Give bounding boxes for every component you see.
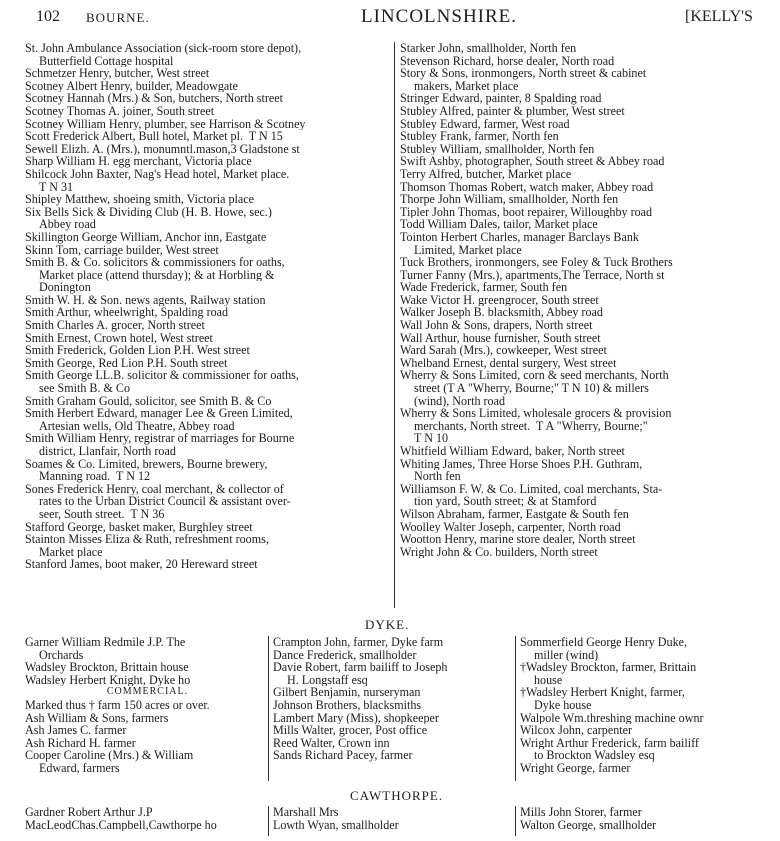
- directory-entry: Terry Alfred, butcher, Market place: [400, 167, 572, 181]
- directory-entry: Wright Arthur Frederick, farm bailiff: [520, 736, 699, 750]
- entry-continuation: makers, Market place: [414, 79, 519, 93]
- directory-entry: COMMERCIAL.: [106, 686, 189, 698]
- entry-continuation: Donington: [39, 281, 91, 294]
- directory-entry: Wall Arthur, house furnisher, South street: [400, 331, 601, 345]
- directory-entry: Smith B. & Co. solicitors & commissioners for oaths,: [25, 256, 285, 269]
- directory-entry: Walton George, smallholder: [520, 818, 657, 832]
- directory-entry: Thorpe John William, smallholder, North fen: [400, 193, 619, 206]
- entry-continuation: merchants, North street. T A "Wherry, Bourne;": [414, 419, 648, 433]
- directory-entry: Skinn Tom, carriage builder, West street: [25, 243, 219, 257]
- directory-entry: Wright George, farmer: [520, 761, 631, 775]
- entry-continuation: rates to the Urban District Council & assistant over-: [39, 495, 291, 508]
- directory-entry: †Wadsley Brockton, farmer, Brittain: [520, 661, 697, 674]
- directory-entry: †Wadsley Herbert Knight, farmer,: [520, 686, 685, 699]
- directory-entry: Ward Sarah (Mrs.), cowkeeper, West street: [400, 344, 607, 357]
- directory-entry: Wilson Abraham, farmer, Eastgate & South fen: [400, 507, 629, 521]
- directory-entry: Stubley Edward, farmer, West road: [400, 117, 570, 131]
- directory-entry: Walpole Wm.threshing machine ownr: [520, 711, 704, 725]
- directory-entry: Stubley Alfred, painter & plumber, West street: [400, 104, 625, 118]
- entry-continuation: house: [534, 673, 563, 687]
- directory-entry: Swift Ashby, photographer, South street & Abbey road: [400, 155, 665, 168]
- directory-entry: Johnson Brothers, blacksmiths: [273, 698, 422, 712]
- directory-entry: Smith Arthur, wheelwright, Spalding road: [25, 306, 229, 320]
- directory-entry: Wall John & Sons, drapers, North street: [400, 319, 593, 332]
- dyke-column-3: [520, 636, 776, 775]
- directory-entry: Marshall Mrs: [273, 806, 339, 819]
- directory-entry: Gardner Robert Arthur J.P: [25, 806, 153, 819]
- cawthorpe-heading: CAWTHORPE.: [350, 788, 444, 803]
- column-divider: [268, 636, 269, 781]
- directory-entry: Ash Richard H. farmer: [25, 736, 136, 750]
- entry-continuation: Limited, Market place: [414, 243, 522, 257]
- directory-entry: Sewell Elizh. A. (Mrs.), monumntl.mason,3 Gladstone st: [25, 142, 300, 156]
- entry-continuation: Edward, farmers: [39, 761, 120, 775]
- directory-entry: Sands Richard Pacey, farmer: [273, 749, 413, 762]
- directory-entry: Smith Charles A. grocer, North street: [25, 319, 205, 332]
- directory-entry: Wilcox John, carpenter: [520, 724, 633, 737]
- directory-entry: Smith George LL.B. solicitor & commissioner for oaths,: [25, 369, 299, 383]
- directory-entry: Sones Frederick Henry, coal merchant, & collector of: [25, 482, 284, 496]
- directory-entry: Stubley Frank, farmer, North fen: [400, 130, 559, 143]
- directory-entry: Shilcock John Baxter, Nag's Head hotel, Market place.: [25, 167, 290, 181]
- directory-entry: Stainton Misses Eliza & Ruth, refreshment rooms,: [25, 533, 269, 546]
- directory-entry: Thomson Thomas Robert, watch maker, Abbey road: [400, 180, 654, 194]
- page-header: [36, 6, 780, 32]
- directory-entry: Stubley William, smallholder, North fen: [400, 142, 595, 156]
- directory-entry: Soames & Co. Limited, brewers, Bourne brewery,: [25, 457, 268, 471]
- directory-entry: Wadsley Herbert Knight, Dyke ho: [25, 673, 191, 687]
- directory-entry: Whelband Ernest, dental surgery, West street: [400, 356, 617, 370]
- directory-entry: Shipley Matthew, shoeing smith, Victoria place: [25, 193, 255, 206]
- cawthorpe-column-2: [273, 806, 513, 831]
- entry-continuation: Manning road. T N 12: [39, 470, 151, 483]
- column-divider: [515, 636, 516, 781]
- entry-continuation: to Brockton Wadsley esq: [534, 749, 655, 762]
- directory-entry: Scotney Hannah (Mrs.) & Son, butchers, North street: [25, 92, 283, 105]
- directory-entry: Smith Graham Gould, solicitor, see Smith B. & Co: [25, 394, 272, 408]
- entry-continuation: Market place (attend thursday); & at Horbling &: [39, 268, 275, 282]
- directory-entry: Stanford James, boot maker, 20 Hereward street: [25, 558, 258, 571]
- entry-continuation: street (T A "Wherry, Bourne;" T N 10) & millers: [414, 382, 649, 395]
- directory-entry: Stevenson Richard, horse dealer, North road: [400, 54, 615, 68]
- column-divider: [515, 806, 516, 836]
- directory-entry: Todd William Dales, tailor, Market place: [400, 218, 598, 231]
- entry-continuation: T N 10: [414, 432, 449, 445]
- entry-continuation: see Smith B. & Co: [39, 382, 131, 395]
- directory-entry: Cooper Caroline (Mrs.) & William: [25, 749, 194, 762]
- directory-entry: Whiting James, Three Horse Shoes P.H. Guthram,: [400, 457, 643, 471]
- directory-entry: Ash James C. farmer: [25, 724, 127, 737]
- page-number: 102: [36, 8, 60, 25]
- entry-continuation: Abbey road: [39, 218, 96, 231]
- directory-entry: Scott Frederick Albert, Bull hotel, Market pl. T N 15: [25, 130, 283, 143]
- directory-entry: Smith Frederick, Golden Lion P.H. West street: [25, 344, 250, 357]
- directory-entry: Wake Victor H. greengrocer, South street: [400, 293, 599, 307]
- directory-entry: Wadsley Brockton, Brittain house: [25, 661, 189, 674]
- directory-entry: St. John Ambulance Association (sick-room store depot),: [25, 42, 302, 55]
- directory-entry: Wright John & Co. builders, North street: [400, 545, 598, 559]
- directory-entry: Davie Robert, farm bailiff to Joseph: [273, 661, 448, 674]
- entry-continuation: Dyke house: [534, 698, 592, 712]
- directory-entry: Mills John Storer, farmer: [520, 806, 642, 819]
- directory-entry: Crampton John, farmer, Dyke farm: [273, 636, 444, 649]
- cawthorpe-column-1: [25, 806, 270, 831]
- dyke-column-1: [25, 636, 270, 775]
- entry-continuation: tion yard, South street; & at Stamford: [414, 495, 597, 508]
- dyke-column-2: [273, 636, 513, 762]
- directory-entry: Starker John, smallholder, North fen: [400, 42, 577, 55]
- entry-continuation: T N 31: [39, 180, 74, 194]
- directory-entry: Wherry & Sons Limited, wholesale grocers & provision: [400, 407, 672, 420]
- entry-continuation: Artesian wells, Old Theatre, Abbey road: [39, 419, 235, 433]
- directory-entry: Scotney Thomas A. joiner, South street: [25, 104, 215, 118]
- publisher-mark: [KELLY'S: [685, 8, 753, 25]
- directory-entry: MacLeodChas.Campbell,Cawthorpe ho: [25, 818, 217, 832]
- directory-entry: Mills Walter, grocer, Post office: [273, 724, 428, 737]
- directory-entry: Dance Frederick, smallholder: [273, 648, 417, 662]
- town-name: BOURNE.: [86, 10, 150, 25]
- bourne-column-left: [25, 42, 390, 571]
- directory-entry: Williamson F. W. & Co. Limited, coal merchants, Sta-: [400, 482, 663, 496]
- directory-entry: Smith Ernest, Crown hotel, West street: [25, 331, 213, 345]
- directory-entry: Stafford George, basket maker, Burghley street: [25, 520, 253, 534]
- directory-entry: Smith George, Red Lion P.H. South street: [25, 356, 228, 370]
- column-divider: [394, 42, 395, 608]
- entry-continuation: district, Llanfair, North road: [39, 445, 176, 458]
- directory-entry: Tointon Herbert Charles, manager Barclays Bank: [400, 230, 639, 244]
- directory-entry: Stringer Edward, painter, 8 Spalding road: [400, 92, 602, 105]
- directory-entry: Smith Herbert Edward, manager Lee & Green Limited,: [25, 407, 293, 420]
- entry-continuation: seer, South street. T N 36: [39, 507, 165, 521]
- directory-entry: Wade Frederick, farmer, South fen: [400, 281, 568, 294]
- directory-entry: Sommerfield George Henry Duke,: [520, 636, 688, 649]
- entry-continuation: North fen: [414, 470, 461, 483]
- directory-entry: Schmetzer Henry, butcher, West street: [25, 67, 210, 80]
- directory-entry: Gilbert Benjamin, nurseryman: [273, 686, 421, 699]
- county-title: LINCOLNSHIRE.: [361, 6, 518, 27]
- directory-entry: Ash William & Sons, farmers: [25, 711, 169, 725]
- directory-entry: Six Bells Sick & Dividing Club (H. B. Howe, sec.): [25, 205, 272, 219]
- entry-continuation: miller (wind): [534, 648, 599, 662]
- entry-continuation: Market place: [39, 545, 103, 559]
- directory-entry: Smith William Henry, registrar of marriages for Bourne: [25, 432, 295, 445]
- directory-entry: Skillington George William, Anchor inn, Eastgate: [25, 230, 267, 244]
- directory-entry: Wootton Henry, marine store dealer, North street: [400, 533, 636, 546]
- directory-entry: Turner Fanny (Mrs.), apartments,The Terrace, North st: [400, 268, 665, 282]
- entry-continuation: H. Longstaff esq: [287, 673, 368, 687]
- directory-entry: Reed Walter, Crown inn: [273, 736, 390, 750]
- column-divider: [268, 806, 269, 836]
- directory-entry: Sharp William H. egg merchant, Victoria place: [25, 155, 252, 168]
- entry-continuation: Orchards: [39, 648, 84, 662]
- directory-entry: Scotney William Henry, plumber, see Harrison & Scotney: [25, 117, 306, 131]
- directory-entry: Lambert Mary (Miss), shopkeeper: [273, 711, 439, 725]
- directory-entry: Garner William Redmile J.P. The: [25, 636, 186, 649]
- entry-continuation: (wind), North road: [414, 394, 506, 408]
- directory-entry: Tuck Brothers, ironmongers, see Foley & Tuck Brothers: [400, 256, 673, 269]
- directory-entry: Story & Sons, ironmongers, North street & cabinet: [400, 67, 647, 80]
- directory-entry: Scotney Albert Henry, builder, Meadowgate: [25, 79, 238, 93]
- bourne-column-right: [400, 42, 776, 558]
- directory-entry: Tipler John Thomas, boot repairer, Willoughby road: [400, 205, 653, 219]
- dyke-heading: DYKE.: [365, 617, 410, 632]
- directory-entry: Walker Joseph B. blacksmith, Abbey road: [400, 306, 603, 320]
- directory-entry: Whitfield William Edward, baker, North street: [400, 445, 625, 458]
- directory-entry: Marked thus † farm 150 acres or over.: [25, 698, 210, 712]
- directory-entry: Smith W. H. & Son. news agents, Railway station: [25, 293, 266, 307]
- entry-continuation: Butterfield Cottage hospital: [39, 54, 174, 68]
- directory-entry: Wherry & Sons Limited, corn & seed merchants, North: [400, 369, 669, 383]
- directory-entry: Woolley Walter Joseph, carpenter, North road: [400, 520, 621, 534]
- directory-entry: Lowth Wyan, smallholder: [273, 818, 399, 832]
- cawthorpe-column-3: [520, 806, 776, 831]
